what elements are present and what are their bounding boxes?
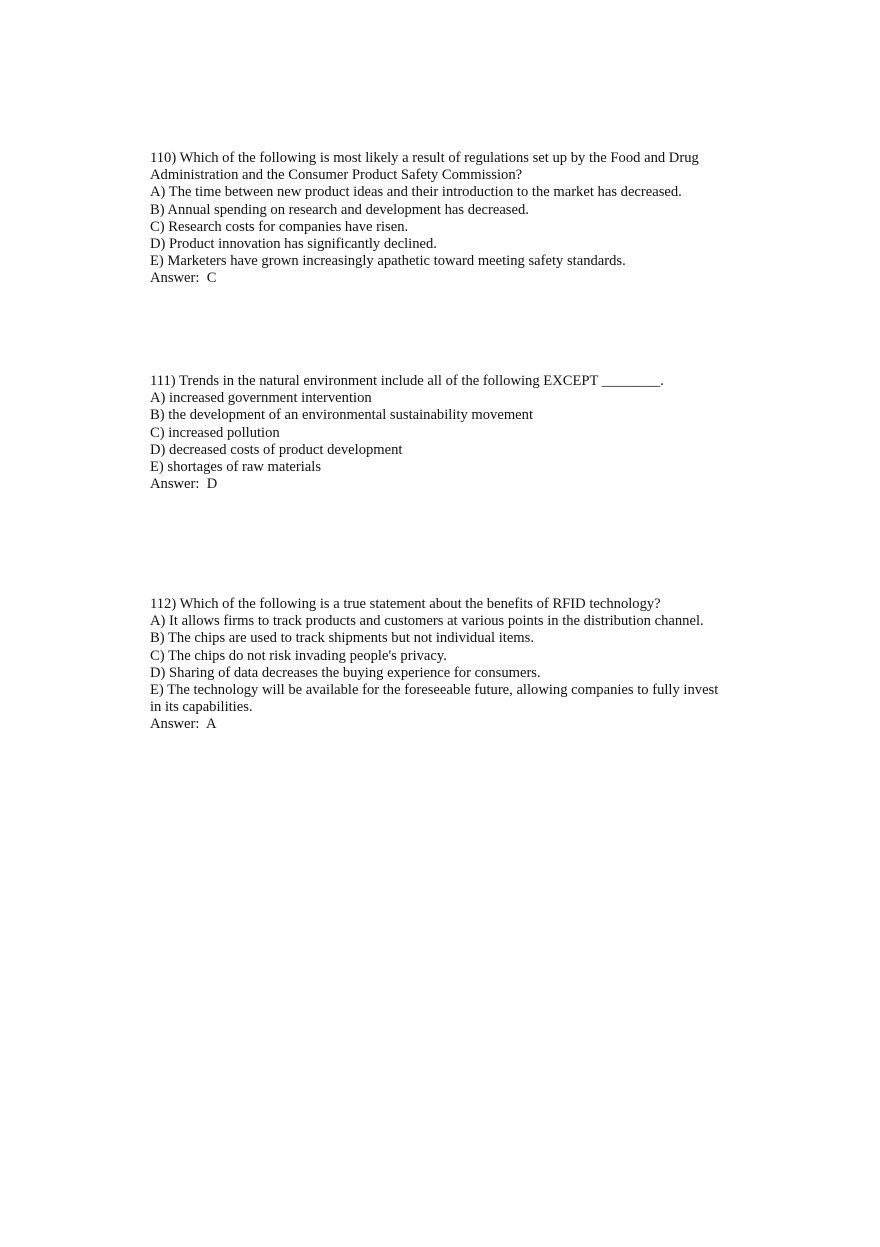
question-110 bbox=[150, 150, 730, 288]
question-stem: 111) Trends in the natural environment include all of the following EXCEPT ________. bbox=[150, 373, 664, 389]
answer-line: Answer: D bbox=[150, 476, 218, 493]
option-b: B) the development of an environmental sustainability movement bbox=[150, 407, 533, 424]
option-d: D) Product innovation has significantly declined. bbox=[150, 236, 437, 253]
option-c: C) The chips do not risk invading people's privacy. bbox=[150, 647, 447, 664]
option-d: D) Sharing of data decreases the buying experience for consumers. bbox=[150, 664, 541, 681]
question-stem: 110) Which of the following is most likely a result of regulations set up by the Food and Drug Administration and the Consumer Product Safety Commission? bbox=[150, 150, 702, 184]
option-c: C) Research costs for companies have risen. bbox=[150, 218, 409, 235]
option-b: B) Annual spending on research and development has decreased. bbox=[150, 201, 529, 218]
option-e: E) shortages of raw materials bbox=[150, 459, 322, 476]
option-a: A) It allows firms to track products and customers at various points in the distribution channel. bbox=[150, 613, 704, 630]
answer-line: Answer: C bbox=[150, 270, 217, 287]
option-c: C) increased pollution bbox=[150, 424, 280, 441]
option-a: A) The time between new product ideas and their introduction to the market has decreased. bbox=[150, 184, 682, 201]
answer-line: Answer: A bbox=[150, 716, 217, 733]
option-e: E) Marketers have grown increasingly apathetic toward meeting safety standards. bbox=[150, 253, 626, 270]
option-d: D) decreased costs of product development bbox=[150, 441, 403, 458]
question-stem: 112) Which of the following is a true statement about the benefits of RFID technology? bbox=[150, 596, 661, 612]
option-e: E) The technology will be available for the foreseeable future, allowing companies to fully invest in its capabilities. bbox=[150, 682, 722, 716]
option-b: B) The chips are used to track shipments but not individual items. bbox=[150, 630, 534, 647]
question-111 bbox=[150, 373, 730, 493]
question-112 bbox=[150, 596, 730, 734]
option-a: A) increased government intervention bbox=[150, 390, 372, 407]
